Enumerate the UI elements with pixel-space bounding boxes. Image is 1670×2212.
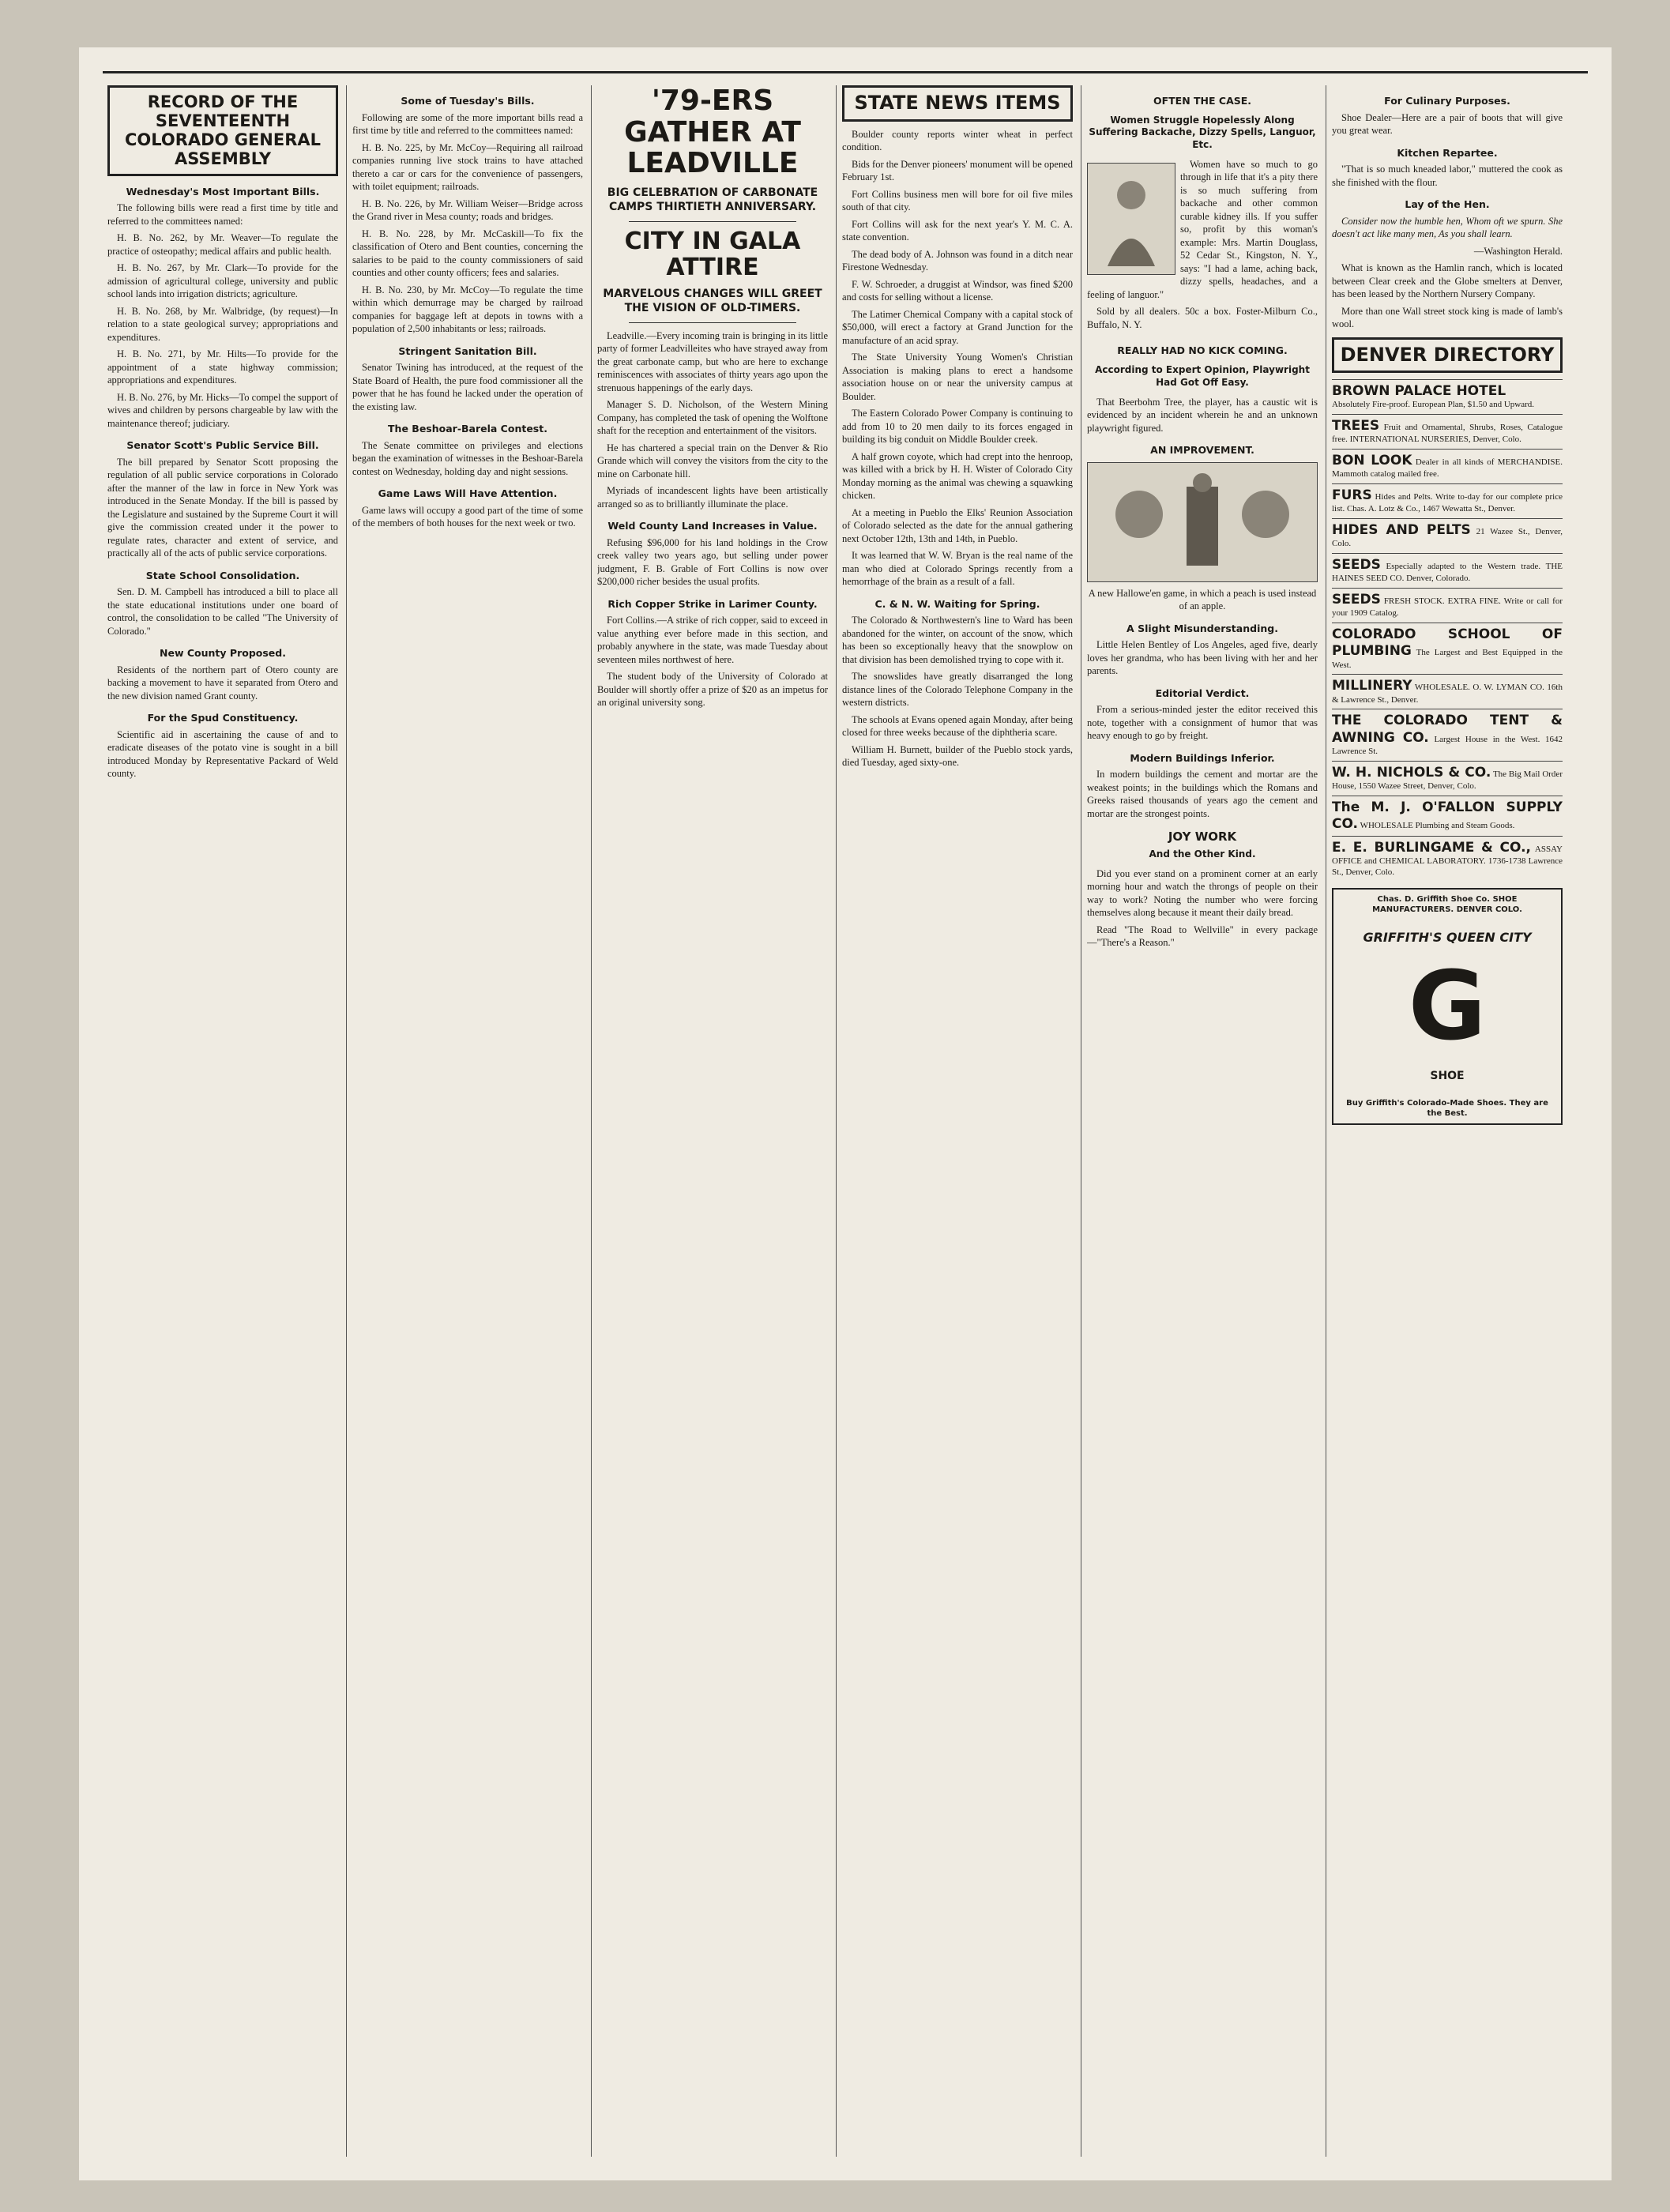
subhead: Some of Tuesday's Bills.: [401, 95, 535, 107]
news-item: It was learned that W. W. Bryan is the real name of the man who died at Colorado Springs recently from a hemorrhage of the brain as a result of a fall.: [842, 550, 1073, 588]
column-1: [107, 85, 338, 784]
headline-gala: CITY IN GALA ATTIRE: [624, 227, 801, 281]
subhead: Weld County Land Increases in Value.: [607, 520, 818, 532]
subhead: The Beshoar-Barela Contest.: [388, 423, 547, 434]
headline-leadville: '79-ERS GATHER AT LEADVILLE: [624, 85, 801, 180]
news-item: At a meeting in Pueblo the Elks' Reunion Association of Colorado selected as the date for the annual gathering next October 12th, 13th and 14th, in Pueblo.: [842, 506, 1073, 544]
article-text: He has chartered a special train on the Denver & Rio Grande which will convey the visitors from the city to the mine on Carbonate hill.: [597, 442, 828, 480]
article-text: Myriads of incandescent lights have been artistically arranged so as to brilliantly illuminate the place.: [597, 485, 828, 510]
news-item: A half grown coyote, which had crept into the henroop, was killed with a brick by H. H. Wister of Colorado City Monday morning as the animal was chewing a squawking chicken.: [842, 450, 1073, 502]
news-item: The Colorado & Northwestern's line to Ward has been abandoned for the winter, on account of the snow, which has been so exceptionally heavy that the snowplow on that division has been demolished trying to cope with it.: [842, 615, 1073, 665]
poem: Consider now the humble hen, Whom oft we spurn. She doesn't act like many men, As you shall learn.: [1332, 215, 1563, 239]
deck: And the Other Kind.: [1149, 848, 1256, 860]
article-text: The following bills were read a first time by title and referred to the committees named:: [107, 202, 338, 227]
article-text: The bill prepared by Senator Scott proposing the regulation of all public service corporations in Colorado after the manner of the law in force in New York was introduced in the Senate Monday. If the bill is passed by the Legislature and sustained by the Supreme Court it will give the commission created under it the power to regulate rates, character and extent of service, and practically all of the acts of public service corporations.: [107, 456, 338, 559]
column-2: [352, 85, 583, 534]
directory-ad: TREES Fruit and Ornamental, Shrubs, Roses, Catalogue free. INTERNATIONAL NURSERIES, Denver, Colo.: [1332, 414, 1563, 449]
subhead: AN IMPROVEMENT.: [1150, 444, 1254, 457]
subhead: Lay of the Hen.: [1405, 198, 1490, 210]
subhead: A Slight Misunderstanding.: [1126, 622, 1278, 634]
article-text: From a serious-minded jester the editor received this note, together with a consignment of humor that was heavy enough to go by freight.: [1087, 704, 1318, 742]
article-text: Shoe Dealer—Here are a pair of boots that will give you great wear.: [1332, 111, 1563, 136]
subhead: Wednesday's Most Important Bills.: [126, 185, 320, 198]
article-text: Sen. D. M. Campbell has introduced a bill to place all the state educational institutions under one board of control, the consolidation to be called "The University of Colorado.": [107, 586, 338, 637]
subhead: For the Spud Constituency.: [147, 712, 299, 724]
deck: Women Struggle Hopelessly Along Suffering Backache, Dizzy Spells, Languor, Etc.: [1089, 114, 1316, 151]
news-item: The State University Young Women's Christian Association is making plans to erect a handsome association house on or near the university campus at Boulder.: [842, 352, 1073, 402]
article-text: Game laws will occupy a good part of the time of some of the members of both houses for the next week or two.: [352, 504, 583, 529]
news-item: F. W. Schroeder, a druggist at Windsor, was fined $200 and costs for selling without a license.: [842, 278, 1073, 303]
news-item: The dead body of A. Johnson was found in a ditch near Firestone Wednesday.: [842, 248, 1073, 273]
shoe-ad-bottom: Buy Griffith's Colorado-Made Shoes. They are the Best.: [1346, 1098, 1548, 1118]
directory-ad: The M. J. O'FALLON SUPPLY CO. WHOLESALE Plumbing and Steam Goods.: [1332, 796, 1563, 837]
illustration-caption: A new Hallowe'en game, in which a peach is used instead of an apple.: [1088, 587, 1317, 612]
divider: [629, 221, 796, 222]
directory-ad: MILLINERY WHOLESALE. O. W. LYMAN CO. 16th & Lawrence St., Denver.: [1332, 674, 1563, 709]
directory-ad: SEEDS FRESH STOCK. EXTRA FINE. Write or call for your 1909 Catalog.: [1332, 588, 1563, 623]
article-text: More than one Wall street stock king is made of lamb's wool.: [1332, 305, 1563, 329]
article-text: Read "The Road to Wellville" in every package—"There's a Reason.": [1087, 924, 1318, 949]
article-text: In modern buildings the cement and mortar are the weakest points; in the buildings which the Romans and Greeks raised thousands of years ago the cement and mortar are the strongest points.: [1087, 769, 1318, 819]
article-text: H. B. No. 268, by Mr. Walbridge, (by request)—In relation to a state geological survey; appropriations and expenditures.: [107, 305, 338, 343]
subhead: Game Laws Will Have Attention.: [378, 487, 558, 499]
directory-ad: SEEDS Especially adapted to the Western trade. THE HAINES SEED CO. Denver, Colorado.: [1332, 553, 1563, 588]
griffith-shoe-ad: [1332, 888, 1563, 1125]
directory-ad: COLORADO SCHOOL OF PLUMBING The Largest and Best Equipped in the West.: [1332, 623, 1563, 674]
deck: According to Expert Opinion, Playwright Had Got Off Easy.: [1095, 363, 1310, 388]
divider: [629, 322, 796, 323]
news-item: Fort Collins business men will bore for oil five miles south of that city.: [842, 188, 1073, 213]
article-text: Senator Twining has introduced, at the request of the State Board of Health, the pure food commissioner all the power that he has found he lacked under the operation of the existing law.: [352, 362, 583, 412]
top-rule: [103, 71, 1588, 73]
news-item: Boulder county reports winter wheat in perfect condition.: [842, 128, 1073, 153]
article-text: Sold by all dealers. 50c a box. Foster-Milburn Co., Buffalo, N. Y.: [1087, 306, 1318, 330]
subhead: Stringent Sanitation Bill.: [398, 344, 537, 357]
article-text: Did you ever stand on a prominent corner at an early morning hour and watch the throngs of people on their way to work? Noting the number who were forcing themselves along because it meant their daily bread.: [1087, 867, 1318, 919]
article-text: Fort Collins.—A strike of rich copper, said to exceed in value anything ever before made in this section, and probably anywhere in the state, was made Tuesday about seventeen miles northwest of here.: [597, 615, 828, 665]
news-item: Fort Collins will ask for the next year's Y. M. C. A. state convention.: [842, 218, 1073, 243]
headline-legislature: RECORD OF THE SEVENTEENTH COLORADO GENERAL ASSEMBLY: [107, 85, 338, 176]
article-text: "That is so much kneaded labor," muttered the cook as she finished with the flour.: [1332, 164, 1563, 188]
directory-ad: THE COLORADO TENT & AWNING CO. Largest House in the West. 1642 Lawrence St.: [1332, 709, 1563, 760]
subhead: State School Consolidation.: [145, 569, 300, 581]
subhead: New County Proposed.: [160, 647, 286, 660]
news-item: The Eastern Colorado Power Company is continuing to add from 10 to 20 men daily to its forces engaged in building its big conduit on Middle Boulder creek.: [842, 408, 1073, 446]
column-6: [1332, 85, 1563, 1125]
headline-state-news: STATE NEWS ITEMS: [842, 85, 1073, 122]
article-text: H. B. No. 267, by Mr. Clark—To provide for the admission of agricultural college, university and public school lands into irrigation districts; agriculture.: [107, 262, 338, 300]
article-text: Manager S. D. Nicholson, of the Western Mining Company, has completed the task of opening the Wolftone shaft for the reception and entertainment of the visitors.: [597, 399, 828, 437]
deck: BIG CELEBRATION OF CARBONATE CAMPS THIRTIETH ANNIVERSARY.: [607, 186, 818, 214]
article-text: Residents of the northern part of Otero county are backing a movement to have it separated from Otero and the new division named Grant county.: [107, 664, 338, 702]
subhead: Modern Buildings Inferior.: [1130, 751, 1275, 764]
article-text: H. B. No. 226, by Mr. William Weiser—Bridge across the Grand river in Mesa county; roads and bridges.: [352, 198, 583, 222]
column-3: [597, 85, 828, 713]
article-text: Leadville.—Every incoming train is bringing in its little party of former Leadvilleites who have strayed away from the great carbonate camp, but who are here to exchange reminiscences with associates of thirty years ago upon the strenuous happenings of the early days.: [597, 329, 828, 393]
article-text: The student body of the University of Colorado at Boulder will shortly offer a prize of $20 as an impetus for an original university song.: [597, 671, 828, 709]
directory-ad: E. E. BURLINGAME & CO., ASSAY OFFICE and CHEMICAL LABORATORY. 1736-1738 Lawrence St., Denver, Colo.: [1332, 836, 1563, 882]
newspaper-page: [79, 47, 1612, 2180]
directory-ad: W. H. NICHOLS & CO. The Big Mail Order House, 1550 Wazee Street, Denver, Colo.: [1332, 761, 1563, 796]
deck: MARVELOUS CHANGES WILL GREET THE VISION OF OLD-TIMERS.: [603, 287, 822, 315]
column-rule: [346, 85, 347, 2157]
news-item: Bids for the Denver pioneers' monument will be opened February 1st.: [842, 158, 1073, 183]
shoe-ad-brand: GRIFFITH'S QUEEN CITY: [1363, 930, 1532, 946]
column-5: [1087, 85, 1318, 954]
article-text: H. B. No. 271, by Mr. Hilts—To provide for the appointment of a state highway commission; appropriations and expenditures.: [107, 348, 338, 386]
news-item: The Latimer Chemical Company with a capital stock of $50,000, will erect a factory at Grand Junction for the manufacture of an acid spray.: [842, 308, 1073, 346]
subhead: For Culinary Purposes.: [1384, 95, 1510, 107]
column-rule: [591, 85, 592, 2157]
article-text: Following are some of the more important bills read a first time by title and referred to the committees named:: [352, 111, 583, 136]
article-text: The Senate committee on privileges and elections began the examination of witnesses in the Beshoar-Barela contest on Wednesday, holding day and night sessions.: [352, 439, 583, 477]
article-text: Scientific aid in ascertaining the cause of and to eradicate diseases of the potato vine is sought in a bill introduced Monday by Representative Packard of Weld county.: [107, 728, 338, 780]
directory-ad: BON LOOK Dealer in all kinds of MERCHANDISE. Mammoth catalog mailed free.: [1332, 449, 1563, 483]
subhead: Senator Scott's Public Service Bill.: [126, 439, 319, 452]
subhead: REALLY HAD NO KICK COMING.: [1117, 344, 1288, 357]
directory-ad: HIDES AND PELTS 21 Wazee St., Denver, Colo.: [1332, 518, 1563, 553]
news-item: The snowslides have greatly disarranged the long distance lines of the Colorado Telephone Company in the western districts.: [842, 671, 1073, 709]
article-text: That Beerbohm Tree, the player, has a caustic wit is evidenced by an incident wherein he and an unknown playwright figured.: [1087, 396, 1318, 434]
halloween-illustration: [1087, 462, 1318, 582]
article-text: H. B. No. 230, by Mr. McCoy—To regulate the time within which demurrage may be charged by railroad companies for baggage left at depots in towns with a population of 2,500 inhabitants or less; railroads.: [352, 284, 583, 334]
article-text: Refusing $96,000 for his land holdings in the Crow creek valley two years ago, but selling under power judgment, F. B. Grable of Fort Collins is now over $200,000 richer besides the usual profits.: [597, 536, 828, 588]
shoe-ad-top: Chas. D. Griffith Shoe Co. SHOE MANUFACTURERS. DENVER COLO.: [1372, 894, 1522, 915]
column-rule: [836, 85, 837, 2157]
shoe-ad-word: SHOE: [1430, 1070, 1465, 1083]
article-text: H. B. No. 228, by Mr. McCaskill—To fix the classification of Otero and Bent counties, concerning the salaries to be paid to the county commissioners of said counties and other county officers; fees and salaries.: [352, 228, 583, 278]
article-text: H. B. No. 225, by Mr. McCoy—Requiring all railroad companies running live stock trains to have attached thereto a car or cars for the convenience of passengers, with toilet equipment; railroads.: [352, 141, 583, 192]
news-item: The schools at Evans opened again Monday, after being closed for three weeks because of the diphtheria scare.: [842, 713, 1073, 739]
news-item: William H. Burnett, builder of the Pueblo stock yards, died Tuesday, aged sixty-one.: [842, 743, 1073, 769]
subhead: OFTEN THE CASE.: [1153, 95, 1252, 107]
directory-ad: BROWN PALACE HOTEL Absolutely Fire-proof. European Plan, $1.50 and Upward.: [1332, 379, 1563, 414]
shoe-ad-letter: G: [1408, 952, 1487, 1063]
subhead: C. & N. W. Waiting for Spring.: [874, 597, 1040, 610]
directory-ad: FURS Hides and Pelts. Write to-day for our complete price list. Chas. A. Lotz & Co., 1467 Wewatta St., Denver.: [1332, 483, 1563, 518]
article-text: What is known as the Hamlin ranch, which is located between Clear creek and the Globe smelters at Denver, has been leased by the Northern Nursery Company.: [1332, 262, 1563, 299]
woman-illustration: [1087, 163, 1175, 275]
subhead: Rich Copper Strike in Larimer County.: [607, 597, 818, 610]
column-4: [842, 85, 1073, 773]
poem-credit: —Washington Herald.: [1473, 245, 1563, 257]
subhead: Editorial Verdict.: [1155, 687, 1250, 699]
article-text: Little Helen Bentley of Los Angeles, aged five, dearly loves her grandma, who has been living with her and her parents.: [1087, 639, 1318, 677]
denver-directory-heading: DENVER DIRECTORY: [1332, 337, 1563, 374]
article-text: H. B. No. 262, by Mr. Weaver—To regulate the practice of osteopathy; medical affairs and public health.: [107, 232, 338, 257]
article-text: H. B. No. 276, by Mr. Hicks—To compel the support of wives and children by persons chargeable by law with the maintenance thereof; judiciary.: [107, 391, 338, 429]
article-text: Women have so much to go through in life that it's a pity there is so much suffering from backache and other common curable kidney ills. If you suffer so, profit by this woman's example: Mrs. Martin Douglass, 52 Cedar St., Kingston, N. Y., says: "I had a lame, aching back, dizzy spells, headaches, and a feeling of languor.": [1087, 158, 1318, 300]
subhead: Kitchen Repartee.: [1397, 146, 1498, 159]
subhead-joy-work: JOY WORK: [1168, 830, 1237, 845]
